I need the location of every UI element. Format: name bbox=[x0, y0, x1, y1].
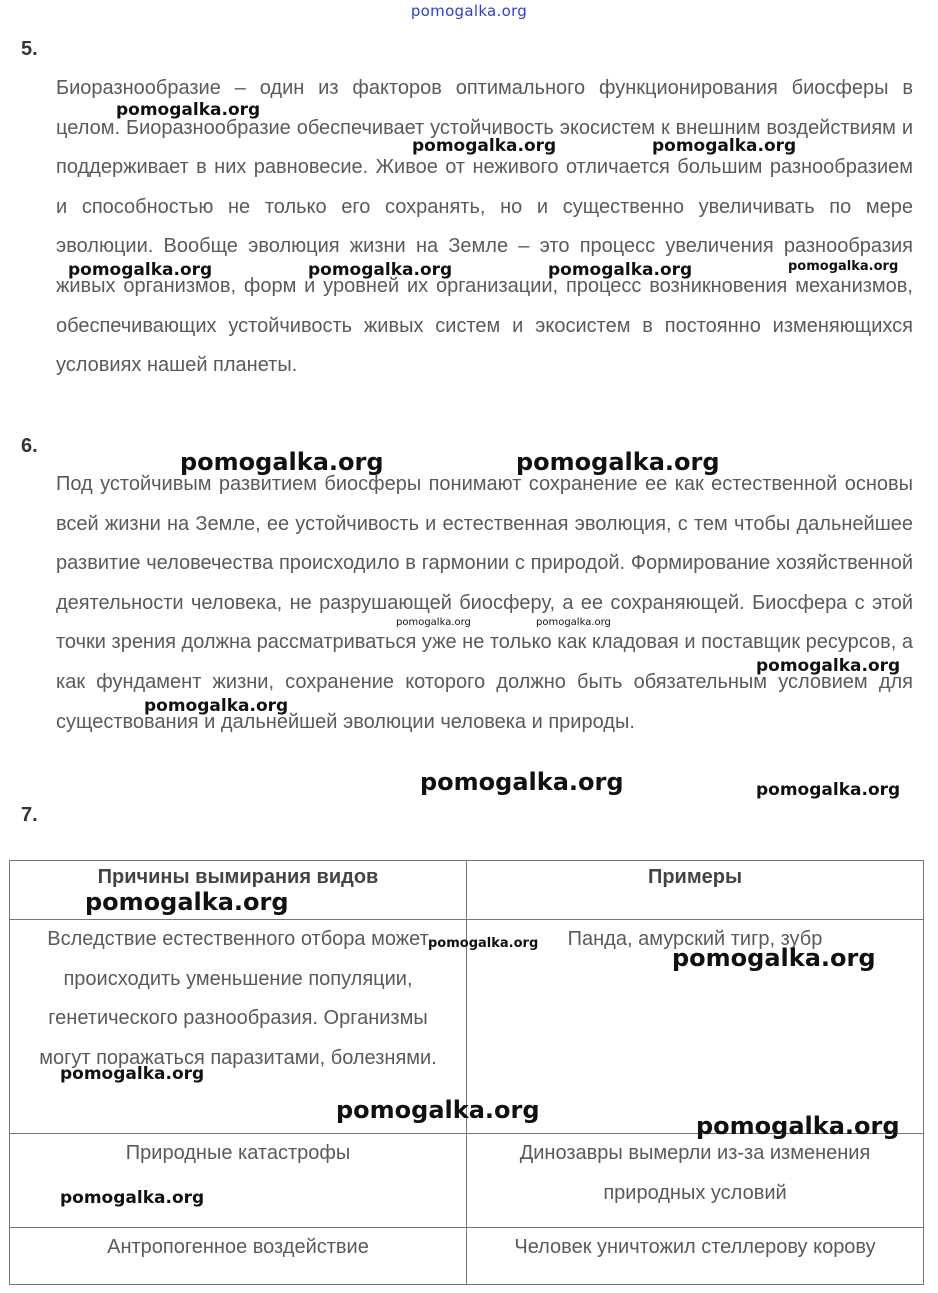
watermark: pomogalka.org bbox=[672, 944, 876, 972]
section-number-6: 6. bbox=[21, 435, 38, 457]
watermark: pomogalka.org bbox=[85, 888, 289, 916]
table-cell-cause: Вследствие естественного отбора может происходить уменьшение популяции, генетического разнообразия. Организмы могут поражаться паразитами, болезнями. bbox=[10, 920, 467, 1134]
watermark: pomogalka.org bbox=[652, 136, 797, 156]
table-cell-cause: Природные катастрофы bbox=[10, 1134, 467, 1228]
table-row bbox=[10, 920, 924, 1134]
watermark: pomogalka.org bbox=[60, 1188, 205, 1208]
watermark: pomogalka.org bbox=[144, 696, 289, 716]
watermark: pomogalka.org bbox=[60, 1064, 205, 1084]
watermark: pomogalka.org bbox=[68, 260, 213, 280]
watermark: pomogalka.org bbox=[696, 1112, 900, 1140]
watermark: pomogalka.org bbox=[116, 100, 261, 120]
table-header-causes: Причины вымирания видов bbox=[10, 861, 467, 920]
section-5-text: Биоразнообразие – один из факторов оптимального функционирования биосферы в целом. Биоразнообразие обеспечивает устойчивость экосистем к внешним воздействиям и поддерживает в них равновесие. Живое от неживого отличается большим разнообразием и способностью не только его сохранять, но и существенно увеличивать по мере эволюции. Вообще эволюция жизни на Земле – это процесс увеличения разнообразия живых организмов, форм и уровней их организации, процесс возникновения механизмов, обеспечивающих устойчивость живых систем и экосистем в постоянно изменяющихся условиях нашей планеты. bbox=[56, 77, 913, 377]
table-header-row bbox=[10, 861, 924, 920]
watermark: pomogalka.org bbox=[548, 260, 693, 280]
table-cell-example: Динозавры вымерли из-за изменения природных условий bbox=[467, 1134, 924, 1228]
watermark: pomogalka.org bbox=[536, 617, 611, 628]
watermark: pomogalka.org bbox=[756, 780, 901, 800]
extinction-causes-table bbox=[9, 860, 924, 1285]
site-header-link[interactable]: pomogalka.org bbox=[410, 2, 528, 20]
watermark: pomogalka.org bbox=[180, 448, 384, 476]
table-cell-cause: Антропогенное воздействие bbox=[10, 1228, 467, 1285]
watermark: pomogalka.org bbox=[420, 768, 624, 796]
watermark: pomogalka.org bbox=[516, 448, 720, 476]
watermark: pomogalka.org bbox=[412, 136, 557, 156]
watermark: pomogalka.org bbox=[788, 259, 899, 274]
table-cell-example: Человек уничтожил стеллерову корову bbox=[467, 1228, 924, 1285]
table-header-examples: Примеры bbox=[467, 861, 924, 920]
watermark: pomogalka.org bbox=[308, 260, 453, 280]
table-row bbox=[10, 1228, 924, 1285]
table-row bbox=[10, 1134, 924, 1228]
table-cell-example: Панда, амурский тигр, зубр bbox=[467, 920, 924, 1134]
watermark: pomogalka.org bbox=[396, 617, 471, 628]
section-number-7: 7. bbox=[21, 804, 38, 826]
section-number-5: 5. bbox=[21, 38, 38, 60]
section-6-text: Под устойчивым развитием биосферы понимают сохранение ее как естественной основы всей жизни на Земле, ее устойчивость и естественная эволюция, с тем чтобы дальнейшее развитие человечества происходило в гармонии с природой. Формирование хозяйственной деятельности человека, не разрушающей биосферу, а ее сохраняющей. Биосфера с этой точки зрения должна рассматриваться уже не только как кладовая и поставщик ресурсов, а как фундамент жизни, сохранение которого должно быть обязательным условием для существования и дальнейшей эволюции человека и природы. bbox=[56, 473, 913, 733]
watermark: pomogalka.org bbox=[756, 656, 901, 676]
watermark: pomogalka.org bbox=[336, 1096, 540, 1124]
watermark: pomogalka.org bbox=[428, 936, 539, 951]
